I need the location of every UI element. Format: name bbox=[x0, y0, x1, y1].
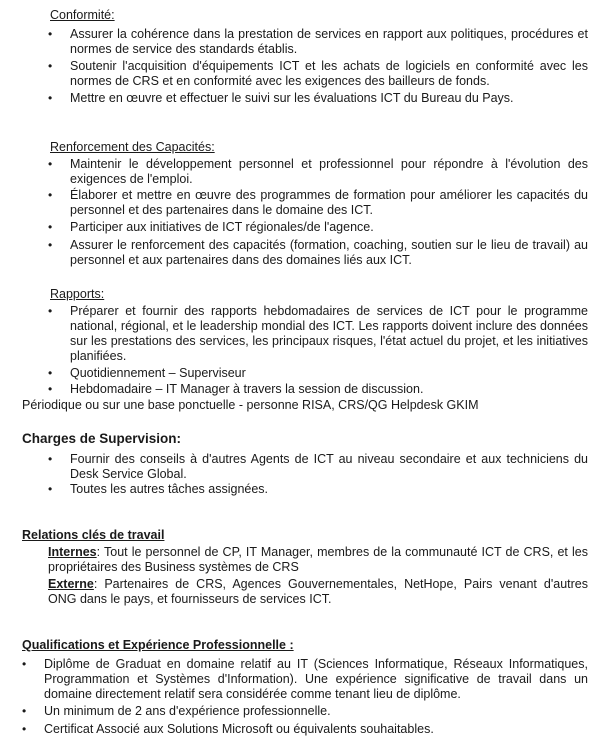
bullet-icon: • bbox=[22, 722, 27, 736]
list-item: • Maintenir le développement personnel et professionnel pour répondre à l'évolution des exigences de l'emploi. bbox=[48, 157, 588, 186]
section-title-conformite: Conformité: bbox=[50, 8, 115, 22]
bullet-icon: • bbox=[48, 91, 53, 105]
list-item: • Diplôme de Graduat en domaine relatif au IT (Sciences Informatique, Réseaux Informatiques, Programmation et Systèmes d'Information). Une expérience significative de travail dans un domaine directement relatif sera considérée comme tenant lieu de diplôme. bbox=[22, 657, 588, 701]
bullet-icon: • bbox=[48, 188, 53, 202]
bullet-icon: • bbox=[48, 482, 53, 496]
externe-text: : Partenaires de CRS, Agences Gouvernementales, NetHope, Pairs venant d'autres ONG dans le pays, et fournisseurs de services ICT. bbox=[48, 577, 588, 606]
list-item: • Préparer et fournir des rapports hebdomadaires de services de ICT pour le programme national, régional, et le leadership mondial des ICT. Les rapports doivent inclure des données sur les prestations des services, les principaux risques, l'état actuel du projet, et les initiatives planifiées. bbox=[48, 304, 588, 363]
internes-text: : Tout le personnel de CP, IT Manager, membres de la communauté ICT de CRS, et les propriétaires des Business systèmes de CRS bbox=[48, 545, 588, 574]
list-item: • Assurer le renforcement des capacités (formation, coaching, soutien sur le lieu de travail) au personnel et aux partenaires dans des domaines liés aux ICT. bbox=[48, 238, 588, 267]
list-item: • Assurer la cohérence dans la prestation de services en rapport aux politiques, procédures et normes de service des standards établis. bbox=[48, 27, 588, 56]
bullet-icon: • bbox=[48, 220, 53, 234]
bullet-icon: • bbox=[48, 452, 53, 466]
section-title-supervision: Charges de Supervision: bbox=[22, 431, 182, 446]
bullet-icon: • bbox=[22, 704, 27, 718]
section-title-relations: Relations clés de travail bbox=[22, 528, 165, 542]
bullet-icon: • bbox=[48, 382, 53, 396]
list-item: • Certificat Associé aux Solutions Microsoft ou équivalents souhaitables. bbox=[22, 722, 434, 736]
list-item: • Fournir des conseils à d'autres Agents de ICT au niveau secondaire et aux techniciens du Desk Service Global. bbox=[48, 452, 588, 481]
list-item: • Mettre en œuvre et effectuer le suivi sur les évaluations ICT du Bureau du Pays. bbox=[48, 91, 514, 105]
list-item: • Soutenir l'acquisition d'équipements ICT et les achats de logiciels en conformité avec les normes de CRS et en conformité avec les exigences des bailleurs de fonds. bbox=[48, 59, 588, 88]
bullet-icon: • bbox=[48, 238, 53, 252]
list-item: • Quotidiennement – Superviseur bbox=[48, 366, 246, 380]
relations-externe bbox=[48, 577, 588, 607]
list-item: • Hebdomadaire – IT Manager à travers la session de discussion. bbox=[48, 382, 424, 396]
list-item: • Élaborer et mettre en œuvre des programmes de formation pour améliorer les capacités du personnel et des partenaires dans le domaine des ICT. bbox=[48, 188, 588, 217]
relations-internes bbox=[48, 545, 588, 575]
bullet-icon: • bbox=[48, 304, 53, 318]
list-item: • Un minimum de 2 ans d'expérience professionnelle. bbox=[22, 704, 331, 718]
bullet-icon: • bbox=[48, 157, 53, 171]
list-item: • Participer aux initiatives de ICT régionales/de l'agence. bbox=[48, 220, 374, 234]
bullet-icon: • bbox=[48, 59, 53, 73]
bullet-icon: • bbox=[48, 366, 53, 380]
rapports-footer: Périodique ou sur une base ponctuelle - personne RISA, CRS/QG Helpdesk GKIM bbox=[22, 398, 479, 412]
bullet-icon: • bbox=[22, 657, 27, 671]
section-title-renforcement: Renforcement des Capacités: bbox=[50, 140, 215, 154]
list-item: • Toutes les autres tâches assignées. bbox=[48, 482, 269, 496]
internes-label: Internes bbox=[48, 545, 97, 559]
externe-label: Externe bbox=[48, 577, 94, 591]
section-title-rapports: Rapports: bbox=[50, 287, 105, 301]
bullet-icon: • bbox=[48, 27, 53, 41]
section-title-qualifications: Qualifications et Expérience Professionnelle : bbox=[22, 638, 294, 652]
